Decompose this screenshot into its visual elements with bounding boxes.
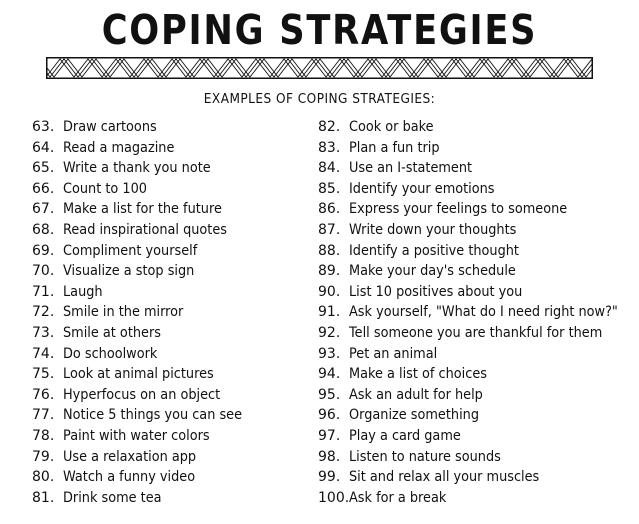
item-text: Tell someone you are thankful for them (349, 324, 603, 341)
item-text: Write down your thoughts (349, 221, 517, 238)
item-number: 87. (318, 221, 341, 238)
item-text: Read inspirational quotes (63, 221, 228, 238)
section-subtitle: EXAMPLES OF COPING STRATEGIES: (203, 91, 436, 107)
list-item (318, 364, 639, 385)
list-item (32, 405, 258, 426)
item-number: 88. (318, 242, 341, 259)
item-text: List 10 positives about you (349, 283, 523, 300)
list-item (32, 447, 258, 468)
item-number: 86. (318, 201, 341, 218)
list-item (32, 323, 258, 344)
list-item (32, 117, 258, 138)
item-text: Use a relaxation app (63, 448, 197, 465)
item-text: Use an I-statement (349, 160, 473, 177)
item-text: Plan a fun trip (349, 139, 440, 156)
item-number: 83. (318, 139, 341, 156)
list-item (32, 282, 258, 303)
item-number: 70. (32, 263, 55, 280)
item-text: Write a thank you note (63, 160, 211, 177)
list-item (318, 467, 639, 488)
item-text: Smile in the mirror (63, 304, 184, 321)
item-number: 64. (32, 139, 55, 156)
list-item (318, 447, 639, 468)
item-text: Identify your emotions (349, 180, 495, 197)
item-number: 63. (32, 119, 55, 135)
item-number: 74. (32, 345, 55, 362)
item-text: Visualize a stop sign (63, 263, 195, 280)
item-text: Smile at others (63, 324, 161, 341)
list-item (32, 385, 258, 406)
item-text: Drink some tea (63, 489, 162, 506)
list-item (318, 199, 639, 220)
item-number: 99. (318, 469, 341, 486)
list-item (32, 138, 258, 159)
item-number: 91. (318, 304, 341, 321)
item-number: 67. (32, 201, 55, 218)
list-item (318, 405, 639, 426)
list-item (32, 261, 258, 282)
item-text: Watch a funny video (63, 469, 196, 486)
list-item (32, 179, 258, 200)
list-item (318, 302, 639, 323)
item-text: Pet an animal (349, 345, 438, 362)
item-number: 76. (32, 386, 55, 403)
item-number: 85. (318, 180, 341, 197)
item-number: 84. (318, 160, 341, 177)
list-item (32, 364, 258, 385)
item-text: Notice 5 things you can see (63, 407, 243, 424)
list-item (318, 158, 639, 179)
item-number: 72. (32, 304, 55, 321)
item-number: 81. (32, 489, 55, 506)
list-item (318, 426, 639, 447)
list-item (32, 220, 258, 241)
item-text: Do schoolwork (63, 345, 158, 362)
item-text: Ask yourself, "What do I need right now?" (349, 304, 618, 321)
item-number: 65. (32, 160, 55, 177)
list-item (32, 488, 258, 509)
item-text: Laugh (63, 283, 103, 300)
strategy-list-right (318, 117, 639, 508)
item-text: Paint with water colors (63, 427, 210, 444)
item-number: 71. (32, 283, 55, 300)
item-number: 100. (318, 489, 350, 506)
item-number: 80. (32, 469, 55, 486)
item-number: 82. (318, 119, 341, 135)
item-text: Listen to nature sounds (349, 448, 501, 465)
list-item (318, 323, 639, 344)
item-text: Make your day's schedule (349, 263, 516, 280)
item-number: 79. (32, 448, 55, 465)
page-title: COPING STRATEGIES (101, 6, 538, 54)
list-item (318, 220, 639, 241)
list-item (318, 282, 639, 303)
item-number: 75. (32, 366, 55, 383)
list-item (318, 241, 639, 262)
item-number: 97. (318, 427, 341, 444)
zigzag-banner (46, 57, 593, 79)
item-text: Cook or bake (349, 119, 434, 135)
item-number: 78. (32, 427, 55, 444)
item-text: Express your feelings to someone (349, 201, 568, 218)
item-text: Ask for a break (349, 489, 447, 506)
list-item (32, 426, 258, 447)
list-item (318, 385, 639, 406)
item-number: 77. (32, 407, 55, 424)
item-text: Count to 100 (63, 180, 147, 197)
list-item (318, 488, 639, 509)
item-text: Play a card game (349, 427, 461, 444)
item-text: Read a magazine (63, 139, 175, 156)
list-item (32, 467, 258, 488)
item-number: 95. (318, 386, 341, 403)
item-number: 96. (318, 407, 341, 424)
item-text: Compliment yourself (63, 242, 198, 259)
list-item (318, 261, 639, 282)
item-number: 73. (32, 324, 55, 341)
item-text: Ask an adult for help (349, 386, 483, 403)
item-number: 98. (318, 448, 341, 465)
item-number: 92. (318, 324, 341, 341)
item-text: Make a list for the future (63, 201, 222, 218)
item-text: Organize something (349, 407, 479, 424)
item-number: 66. (32, 180, 55, 197)
list-item (32, 158, 258, 179)
item-text: Sit and relax all your muscles (349, 469, 540, 486)
list-item (32, 344, 258, 365)
item-number: 89. (318, 263, 341, 280)
list-item (32, 199, 258, 220)
item-number: 90. (318, 283, 341, 300)
item-number: 69. (32, 242, 55, 259)
list-item (32, 241, 258, 262)
item-number: 94. (318, 366, 341, 383)
list-item (318, 344, 639, 365)
list-item (318, 117, 639, 138)
item-text: Look at animal pictures (63, 366, 214, 383)
item-number: 68. (32, 221, 55, 238)
item-text: Draw cartoons (63, 119, 157, 135)
list-item (318, 138, 639, 159)
item-text: Identify a positive thought (349, 242, 519, 259)
list-item (318, 179, 639, 200)
item-text: Hyperfocus on an object (63, 386, 221, 403)
list-item (32, 302, 258, 323)
strategy-list-left (32, 117, 258, 508)
item-number: 93. (318, 345, 341, 362)
item-text: Make a list of choices (349, 366, 487, 383)
zigzag-line (46, 59, 593, 77)
